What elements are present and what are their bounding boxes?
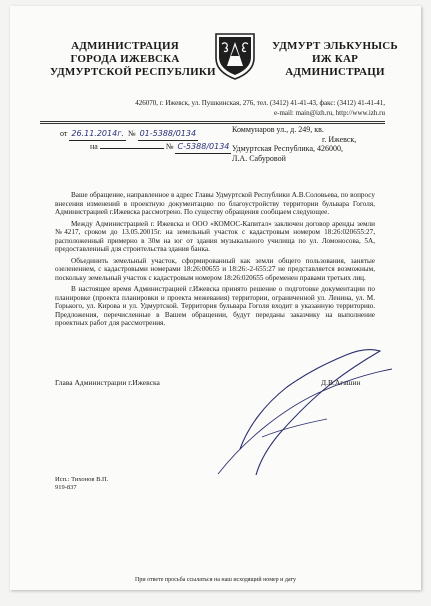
coat-of-arms-icon — [213, 32, 257, 80]
body-paragraph: Объединить земельный участок, сформированный как земли общего пользования, занятые озеленением, с кадастровыми номерами 18:26:00655 и 18:26:-2-655:27 не представляется возможным, поскольку земельный участок с кадастровым номером 18:26:020655 обременен правами третьих лиц. — [55, 256, 375, 282]
header-right-line: УДМУРТ ЭЛЬКУНЫСЬ — [272, 40, 398, 52]
letter-body — [55, 191, 375, 331]
addressee-block — [232, 125, 356, 163]
body-paragraph: Ваше обращение, направленное в адрес Главы Удмуртской Республики А.В.Соловьева, по вопросу внесения изменений в проектную документацию по благоустройству территории бульвара Гоголя, Администрацией г.Ижевска рассмотрено. По существу обращения сообщаем следующее. — [55, 191, 375, 216]
header-divider — [40, 121, 385, 122]
header-left-line: АДМИНИСТРАЦИЯ — [71, 40, 179, 52]
header-left-line: УДМУРТСКОЙ РЕСПУБЛИКИ — [50, 66, 216, 78]
date-label: от — [60, 129, 68, 138]
signatory-title: Глава Администрации г.Ижевска — [55, 378, 160, 387]
executor-block — [55, 476, 108, 492]
header-left-line: ГОРОДА ИЖЕВСКА — [70, 53, 180, 65]
body-paragraph: Между Администрацией г. Ижевска и ООО «КОМОС-Капитал» заключен договор аренды земли №4217, сроком до 13.05.20015г. на земельный участок с кадастровым номером 18:26:020655:27, расположенный примерно в 30м на юг от здания музыкального училища по ул. Ломоносова, 5А, предоставленный для строительства здания банка. — [55, 219, 375, 253]
number-label: № — [127, 129, 136, 138]
letter-page — [10, 6, 421, 590]
header-right-line: АДМИНИСТРАЦИ — [285, 66, 385, 78]
addressee-line: Коммунаров ул., д. 249, кв. — [232, 125, 324, 134]
incoming-date-blank — [100, 148, 164, 149]
reference-block — [60, 128, 231, 154]
addressee-line: Удмуртская Республика, 426000, — [232, 144, 343, 154]
incoming-number: С-5388/0134 — [175, 141, 231, 154]
incoming-label: на — [90, 142, 98, 151]
signatory-name: Д.В.Агашин — [321, 378, 361, 387]
contacts-address: 426070, г. Ижевск, ул. Пушкинская, 276, тел. (3412) 41-41-43, факс: (3412) 41-41-41, — [135, 99, 385, 107]
contacts-block — [40, 99, 385, 118]
header-right — [265, 40, 405, 79]
header-right-line: ИЖ КАР — [311, 53, 359, 65]
header-divider-thin — [40, 123, 385, 124]
addressee-name: Л.А. Сабуровой — [232, 153, 286, 163]
outgoing-number: 01-5388/0134 — [138, 128, 198, 141]
contacts-email: e-mail: main@izh.ru, http://www.izh.ru — [274, 108, 385, 117]
handwritten-signature — [122, 329, 422, 489]
body-paragraph: В настоящее время Администрацией г.Ижевска принято решение о подготовке документации по планировке (проекта планировки и проекта межевания) территории, ограниченной ул. Ленина, ул. М. Горького, ул. Кирова и ул. Удмуртской. Территория бульвара Гоголя входит в указанную территорию. Предложения, перечисленные в Вашем обращении, будут переданы заказчику на выполнение проектных работ для рассмотрения. — [55, 285, 375, 327]
date-value: 26.11.2014г. — [69, 128, 126, 141]
executor-phone: 919-837 — [55, 484, 77, 491]
executor-name: Исп.: Тихонов В.П. — [55, 476, 109, 483]
number-label: № — [165, 142, 174, 151]
addressee-line: г. Ижевск, — [322, 134, 357, 144]
reply-footnote: При ответе просьба ссылаться на наш исходящий номер и дату — [135, 577, 296, 583]
header-left — [50, 40, 216, 79]
